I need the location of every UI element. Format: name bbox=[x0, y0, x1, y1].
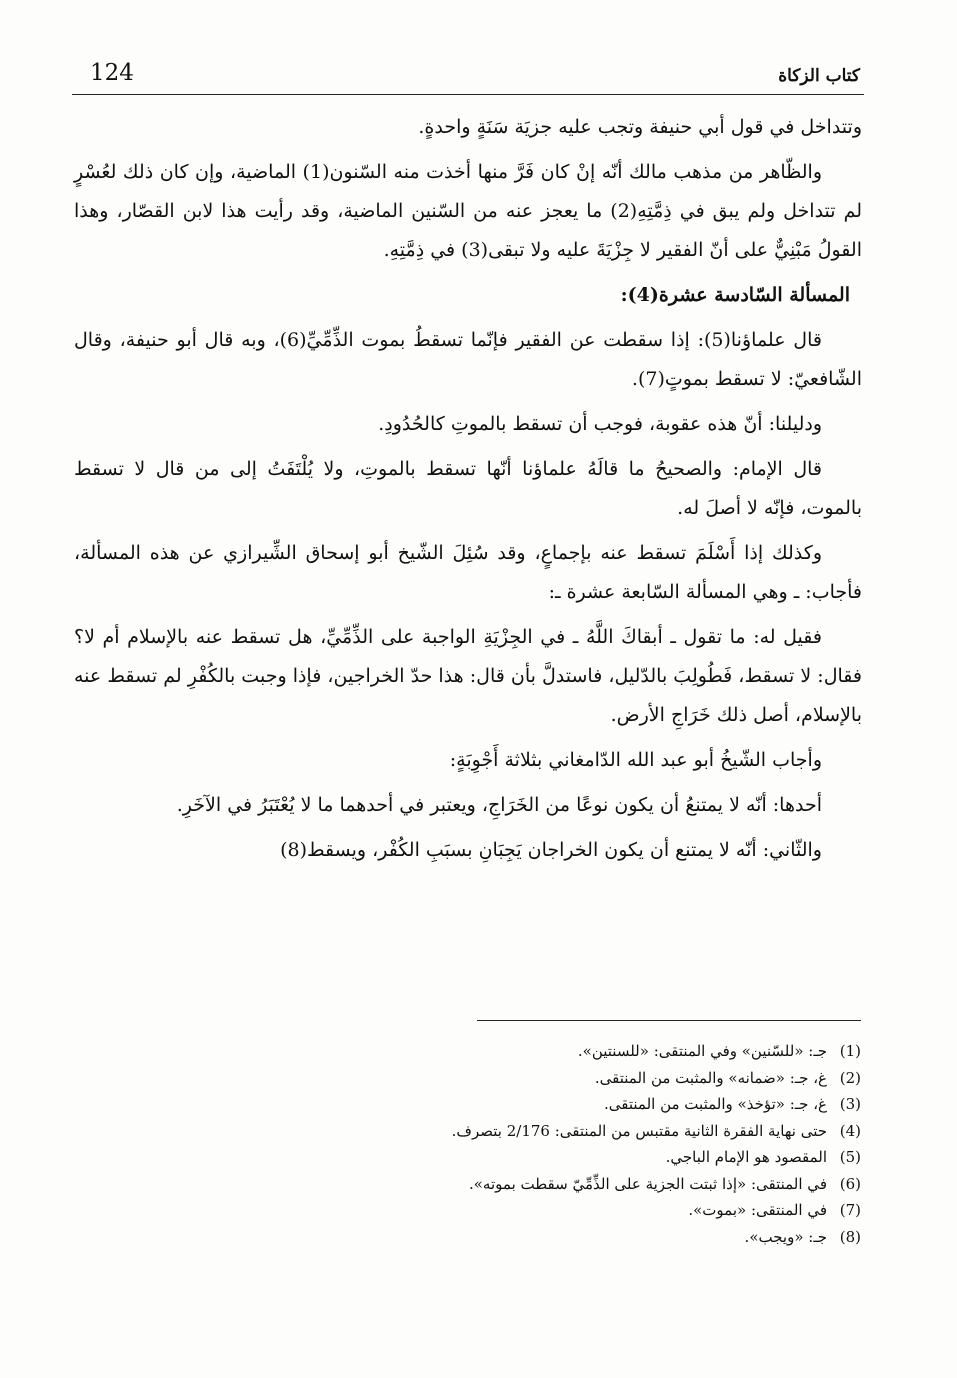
footnote-number: (8) bbox=[839, 1227, 861, 1246]
paragraph: والثّاني: أنّه لا يمتنع أن يكون الخراجان يَجِبَانِ بسبَبِ الكُفْر، ويسقط(8) bbox=[280, 839, 822, 861]
page-header bbox=[72, 60, 864, 95]
footnote bbox=[101, 1091, 861, 1118]
paragraph: وكذلك إذا أَسْلَمَ تسقط عنه بإجماعٍ، وقد سُئِلَ الشّيخ أبو إسحاق الشِّيرازي عن هذه المسألة، فأجاب: ـ وهي المسألة السّابعة عشرة ـ: bbox=[74, 542, 862, 603]
footnotes bbox=[101, 1038, 861, 1250]
footnote-number: (1) bbox=[839, 1042, 861, 1060]
footnote-separator bbox=[477, 1020, 861, 1021]
footnote-number: (7) bbox=[839, 1201, 861, 1219]
paragraph: أحدها: أنّه لا يمتنعُ أن يكون نوعًا من الخَرَاجِ، ويعتبر في أحدهما ما لا يُعْتَبَرُ في الآخَرِ. bbox=[176, 794, 822, 816]
footnote bbox=[101, 1144, 861, 1171]
footnote bbox=[101, 1171, 861, 1198]
paragraph: قال الإمام: والصحيحُ ما قالَهُ علماؤنا أنّها تسقط بالموتِ، ولا يُلْتَفَتُ إلى من قال لا تسقط بالموت، فإنّه لا أصلَ له. bbox=[74, 458, 862, 519]
paragraph: وتتداخل في قول أبي حنيفة وتجب عليه جزيَة سَنَةٍ واحدةٍ. bbox=[418, 116, 862, 138]
footnote-number: (4) bbox=[839, 1121, 861, 1140]
paragraph: وأجاب الشّيخُ أبو عبد الله الدّامغاني بثلاثة أَجْوِبَةٍ: bbox=[449, 749, 822, 771]
main-text bbox=[74, 108, 862, 876]
footnote-text: غ، جـ: «تؤخذ» والمثبت من المنتقى. bbox=[604, 1095, 827, 1113]
footnote-text: جـ: «ويجب». bbox=[744, 1227, 827, 1246]
page-number: 124 bbox=[90, 60, 134, 86]
footnote-number: (5) bbox=[839, 1148, 861, 1166]
footnote-text: غ، جـ: «ضمانه» والمثبت من المنتقى. bbox=[594, 1068, 827, 1087]
running-head: كتاب الزكاة bbox=[778, 66, 860, 86]
paragraph: ودليلنا: أنّ هذه عقوبة، فوجب أن تسقط بالموتِ كالحُدُودِ. bbox=[378, 413, 822, 435]
footnote bbox=[101, 1065, 861, 1092]
footnote bbox=[101, 1197, 861, 1224]
footnote-number: (2) bbox=[839, 1068, 861, 1087]
footnote-text: في المنتقى: «إذا ثبتت الجزية على الذِّمِّيّ سقطت بموته». bbox=[468, 1174, 827, 1193]
footnote-text: جـ: «للسّنين» وفي المنتقى: «للسنتين». bbox=[577, 1042, 827, 1060]
footnote bbox=[101, 1118, 861, 1145]
paragraph: قال علماؤنا(5): إذا سقطت عن الفقير فإنّما تسقطُ بموت الذِّمِّيِّ(6)، وبه قال أبو حنيفة، وقال الشّافعيّ: لا تسقط بموتٍ(7). bbox=[74, 329, 862, 390]
footnote-text: المقصود هو الإمام الباجي. bbox=[665, 1148, 827, 1166]
footnote-text: في المنتقى: «بموت». bbox=[688, 1201, 827, 1219]
paragraph: والظّاهر من مذهب مالك أنّه إنْ كان فَرَّ منها أخذت منه السّنون(1) الماضية، وإن كان ذلك لعُسْرٍ لم تتداخل ولم يبق في ذِمَّتِهِ(2) ما يعجز عنه من السّنين الماضية، وقد رأيت هذا لابن القصّار، وهذا القولُ مَبْنِيٌّ على أنّ الفقير لا جِزْيَةَ عليه ولا تبقى(3) في ذِمَّتِهِ. bbox=[74, 161, 863, 261]
footnote bbox=[101, 1038, 861, 1065]
footnote bbox=[101, 1224, 861, 1251]
section-heading: المسألة السّادسة عشرة(4): bbox=[620, 284, 850, 306]
footnote-text: حتى نهاية الفقرة الثانية مقتبس من المنتقى: 2/176 بتصرف. bbox=[451, 1121, 827, 1140]
footnote-number: (6) bbox=[839, 1174, 861, 1193]
footnote-number: (3) bbox=[839, 1095, 861, 1113]
paragraph: فقيل له: ما تقول ـ أبقاكَ اللَّهُ ـ في الجِزْيَةِ الواجبة على الذِّمِّيِّ، هل تسقط عنه بالإسلام أم لا؟ فقال: لا تسقط، فَطُولِبَ بالدّليل، فاستدلَّ بأن قال: هذا حدّ الخراجين، فإذا وجبت بالكُفْرِ لم تسقط عنه بالإسلام، أصل ذلك خَرَاجِ الأرض. bbox=[74, 626, 862, 726]
